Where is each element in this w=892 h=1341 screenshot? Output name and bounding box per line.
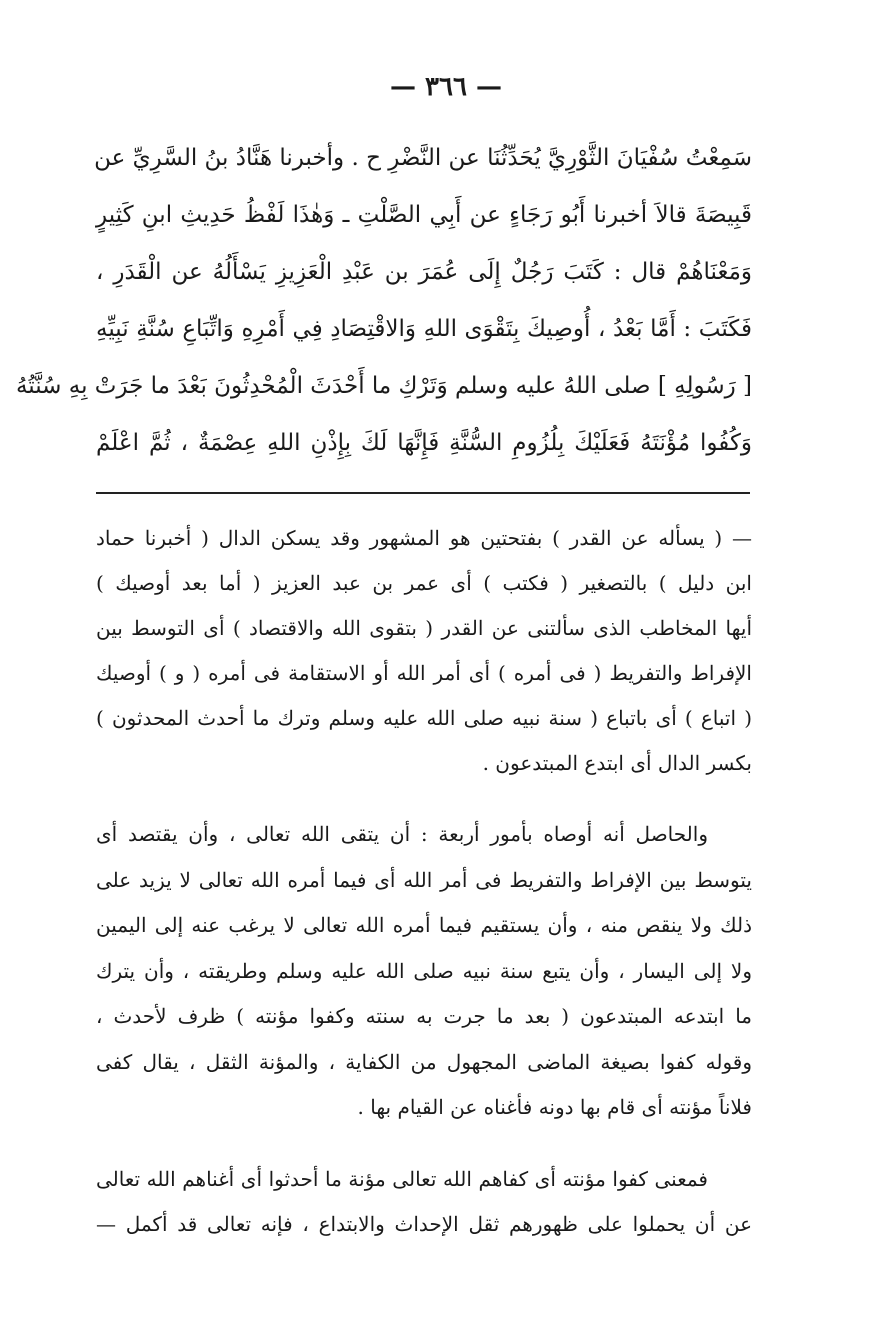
- commentary-line: أيها المخاطب الذى سألتنى عن القدر ( بتقوى الله والاقتصاد ) أى التوسط بين: [96, 616, 752, 640]
- commentary-line: فمعنى كفوا مؤنته أى كفاهم الله تعالى مؤنة ما أحدثوا أى أغناهم الله تعالى: [96, 1166, 708, 1191]
- hadith-line: [ رَسُولِهِ ] صلى اللهُ عليه وسلم وَتَرْكِ ما أَحْدَثَ الْمُحْدِثُونَ بَعْدَ ما جَرَتْ بِهِ سُنَّتُهُ: [15, 373, 752, 399]
- commentary-line: — ( يسأله عن القدر ) بفتحتين هو المشهور وقد يسكن الدال ( أخبرنا حماد: [96, 526, 752, 550]
- commentary-line: ابن دليل ) بالتصغير ( فكتب ) أى عمر بن عبد العزيز ( أما بعد أوصيك ): [96, 571, 752, 595]
- hadith-line: وَمَعْنَاهُمْ قال : كَتَبَ رَجُلٌ إِلَى عُمَرَ بن عَبْدِ الْعَزِيزِ يَسْأَلُهُ عن الْقَدَرِ ،: [96, 259, 752, 285]
- commentary-line: ولا إلى اليسار ، وأن يتبع سنة نبيه صلى الله عليه وسلم وطريقته ، وأن يترك: [96, 958, 752, 983]
- commentary-line: فلاناً مؤنته أى قام بها دونه فأغناه عن القيام بها .: [357, 1095, 752, 1119]
- commentary-line: الإفراط والتفريط ( فى أمره ) أى أمر الله أو الاستقامة فى أمره ( و ) أوصيك: [96, 661, 752, 685]
- section-divider: [96, 492, 750, 494]
- commentary-line: يتوسط بين الإفراط والتفريط فى أمر الله أى فيما أمره الله تعالى لا يزيد على: [96, 867, 752, 892]
- hadith-text: [15, 130, 752, 472]
- paragraph-gap: [96, 1131, 752, 1157]
- commentary-line: عن أن يحملوا على ظهورهم ثقل الإحداث والابتداع ، فإنه تعالى قد أكمل —: [96, 1212, 752, 1236]
- hadith-line: سَمِعْتُ سُفْيَانَ الثَّوْرِيَّ يُحَدِّثُنَا عن النَّضْرِ ح . وأخبرنا هَنَّادُ بنُ السَّرِيِّ عن: [94, 145, 752, 171]
- commentary-line: ( اتباع ) أى باتباع ( سنة نبيه صلى الله عليه وسلم وترك ما أحدث المحدثون ): [96, 706, 752, 730]
- commentary-text: [96, 516, 752, 1248]
- commentary-line: ما ابتدعه المبتدعون ( بعد ما جرت به سنته وكفوا مؤنته ) ظرف لأحدث ،: [96, 1004, 752, 1028]
- commentary-paragraph: [96, 812, 752, 1131]
- commentary-line: وقوله كفوا بصيغة الماضى المجهول من الكفاية ، والمؤنة الثقل ، يقال كفى: [96, 1049, 752, 1074]
- commentary-line: ذلك ولا ينقص منه ، وأن يستقيم فيما أمره الله تعالى لا يرغب عنه إلى اليمين: [96, 913, 752, 937]
- page-number: — ٣٦٦ —: [389, 72, 503, 102]
- hadith-line: قَبِيصَةَ قالاَ أخبرنا أَبُو رَجَاءٍ عن أَبِي الصَّلْتِ ـ وَهٰذَا لَفْظُ حَدِيثِ ابنِ كَثِيرٍ: [96, 202, 752, 228]
- commentary-line: والحاصل أنه أوصاه بأمور أربعة : أن يتقى الله تعالى ، وأن يقتصد أى: [96, 822, 708, 846]
- paragraph-gap: [96, 786, 752, 812]
- commentary-paragraph: [96, 1157, 752, 1248]
- hadith-line: فَكَتَبَ : أَمَّا بَعْدُ ، أُوصِيكَ بِتَقْوَى اللهِ وَالاقْتِصَادِ فِي أَمْرِهِ وَاتِّبَاعِ سُنَّةِ نَبِيِّهِ: [96, 316, 752, 342]
- commentary-line: بكسر الدال أى ابتدع المبتدعون .: [482, 751, 752, 775]
- hadith-line: وَكُفُوا مُؤْنَتَهُ فَعَلَيْكَ بِلُزُومِ السُّنَّةِ فَإِنَّهَا لَكَ بِإِذْنِ اللهِ عِصْمَةٌ ، ثُمَّ اعْلَمْ: [96, 430, 752, 456]
